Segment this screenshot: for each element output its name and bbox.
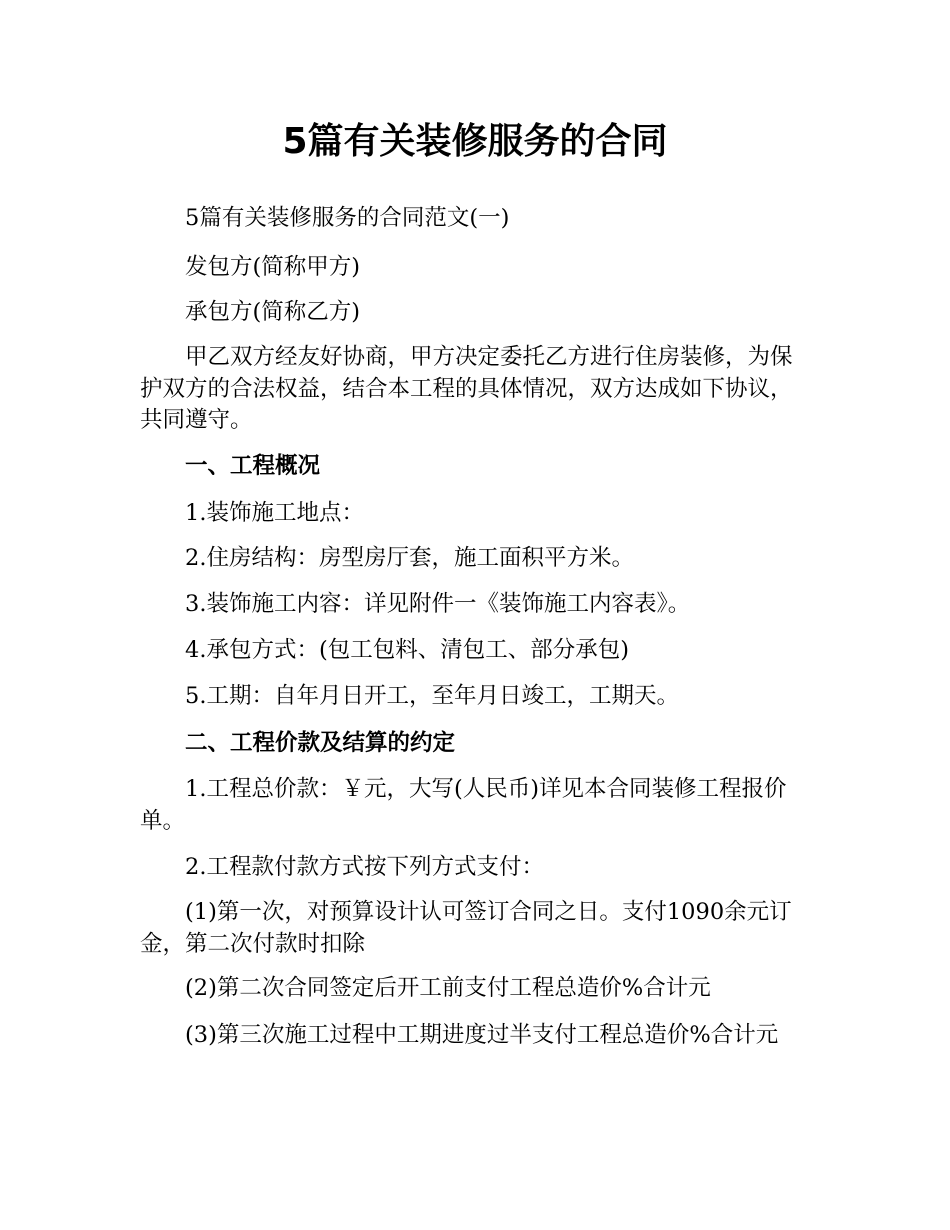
- overview-item-5: 5.工期：自年月日开工，至年月日竣工，工期天。: [185, 683, 679, 709]
- preamble-paragraph: 甲乙双方经友好协商，甲方决定委托乙方进行住房装修，为保护双方的合法权益，结合本工程的具体情况，双方达成如下协议，共同遵守。: [140, 344, 793, 433]
- contract-subtitle: 5篇有关装修服务的合同范文(一): [185, 205, 510, 231]
- document-title: 5篇有关装修服务的合同: [282, 121, 668, 162]
- overview-item-1: 1.装饰施工地点：: [185, 500, 364, 526]
- party-a-line: 发包方(简称甲方): [185, 254, 361, 280]
- section-heading-payment: 二、工程价款及结算的约定: [185, 730, 456, 756]
- payment-step-2: (2)第二次合同签定后开工前支付工程总造价%合计元: [185, 975, 711, 1001]
- payment-item-2: 2.工程款付款方式按下列方式支付：: [185, 854, 544, 880]
- overview-item-3: 3.装饰施工内容：详见附件一《装饰施工内容表》。: [185, 591, 691, 617]
- payment-step-1: (1)第一次，对预算设计认可签订合同之日。支付1090余元订金，第二次付款时扣除: [140, 899, 792, 957]
- overview-item-4: 4.承包方式：(包工包料、清包工、部分承包): [185, 637, 630, 663]
- overview-item-2: 2.住房结构：房型房厅套，施工面积平方米。: [185, 545, 634, 571]
- payment-step-3: (3)第三次施工过程中工期进度过半支付工程总造价%合计元: [185, 1022, 779, 1048]
- section-heading-overview: 一、工程概况: [185, 453, 321, 479]
- party-b-line: 承包方(简称乙方): [185, 299, 361, 325]
- payment-item-1: 1.工程总价款：￥元，大写(人民币)详见本合同装修工程报价单。: [140, 776, 787, 834]
